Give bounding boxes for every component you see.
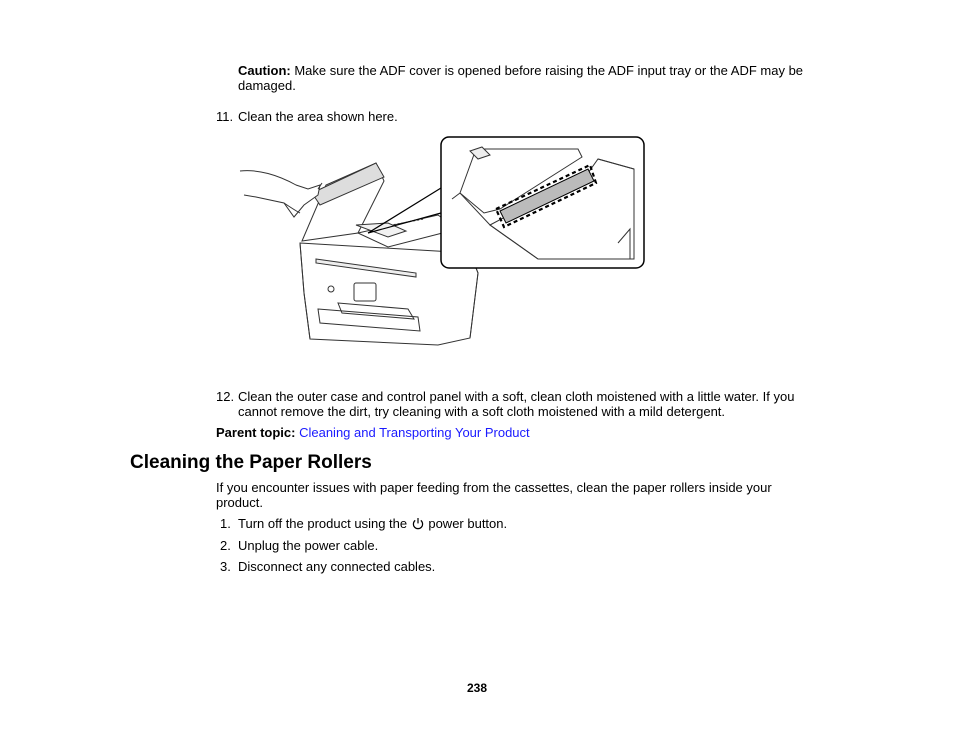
step-text-after: power button. — [424, 516, 508, 531]
step-text-line1: Clean the outer case and control panel with a soft, clean cloth moistened with a little water. If you — [238, 389, 795, 404]
caution-text-line2: damaged. — [238, 78, 296, 93]
page-number: 238 — [466, 681, 488, 695]
step-1 — [216, 516, 816, 532]
step-text: Disconnect any connected cables. — [238, 559, 436, 574]
caution-text: Make sure the ADF cover is opened before raising the ADF input tray or the ADF may be — [290, 63, 804, 78]
section-heading: Cleaning the Paper Rollers — [130, 452, 372, 473]
step-text: Unplug the power cable. — [238, 538, 379, 553]
step-number: 1. — [220, 516, 231, 531]
step-number: 2. — [220, 538, 231, 553]
parent-topic-label: Parent topic: — [216, 425, 296, 440]
step-3 — [216, 559, 816, 575]
step-12 — [216, 389, 836, 421]
section-intro — [216, 480, 836, 510]
caution-note — [238, 63, 828, 93]
step-text-before: Turn off the product using the — [238, 516, 411, 531]
step-2 — [216, 538, 816, 554]
power-icon — [412, 517, 424, 530]
step-text-line2: cannot remove the dirt, try cleaning with a soft cloth moistened with a mild detergent. — [238, 404, 726, 419]
parent-topic — [216, 425, 816, 440]
section-intro-line2: product. — [216, 495, 263, 510]
caution-label: Caution: — [238, 63, 291, 78]
step-number: 12. — [216, 389, 235, 404]
step-number: 3. — [220, 559, 231, 574]
printer-cleaning-illustration — [238, 133, 648, 348]
step-text: Clean the area shown here. — [238, 109, 398, 124]
step-number: 11. — [216, 109, 234, 124]
zoom-inset — [441, 137, 644, 268]
section-intro-line1: If you encounter issues with paper feeding from the cassettes, clean the paper rollers inside your — [216, 480, 772, 495]
parent-topic-link[interactable]: Cleaning and Transporting Your Product — [299, 425, 530, 440]
step-11 — [216, 109, 816, 125]
